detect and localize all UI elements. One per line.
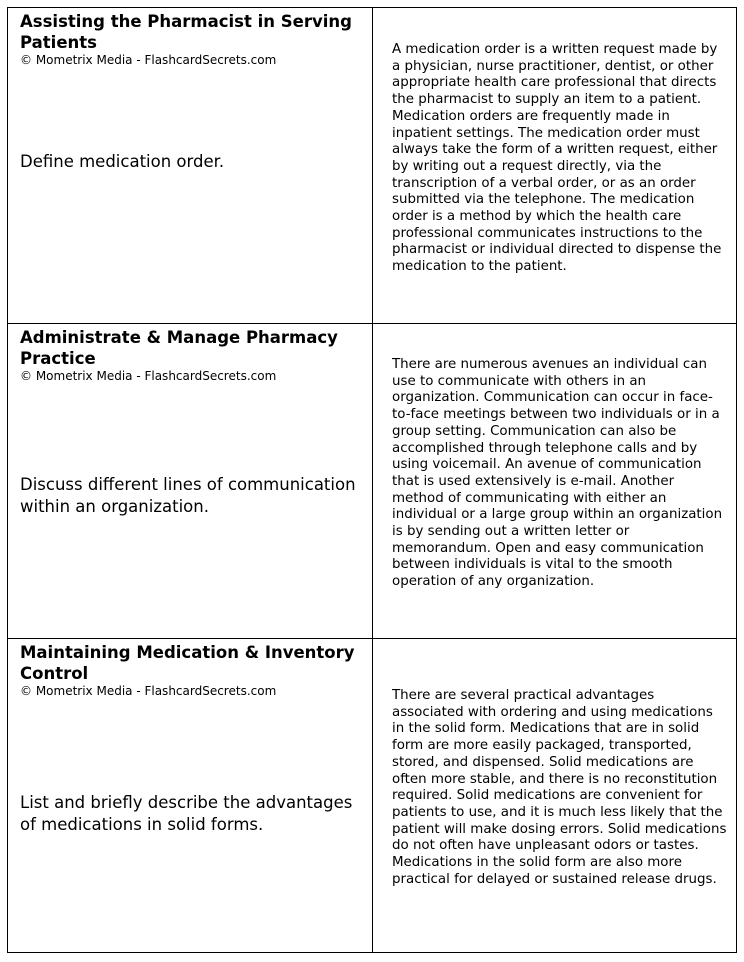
flashcard-row xyxy=(8,8,736,323)
copyright-notice: © Mometrix Media - FlashcardSecrets.com xyxy=(20,53,277,67)
card-answer: A medication order is a written request made by a physician, nurse practitioner, dentist, or other appropriate health care professional that directs the pharmacist to supply an item to a patient. Medication orders are frequently made in inpatient settings. The medication order must always take the form of a written request, either by writing out a request directly, via the transcription of a verbal order, or as an order submitted via the telephone. The medication order is a method by which the health care professional communicates instructions to the pharmacist or individual directed to dispense the medication to the patient. xyxy=(392,42,722,275)
card-answer: There are several practical advantages associated with ordering and using medications in the solid form. Medications that are in solid form are more easily packaged, transported, stored, and dispensed. Solid medications are often more stable, and there is no reconstitution required. Solid medications are convenient for patients to use, and it is much less likely that the patient will make dosing errors. Solid medications do not often have unpleasant odors or tastes. Medications in the solid form are also more practical for delayed or sustained release drugs. xyxy=(392,688,727,887)
copyright-notice: © Mometrix Media - FlashcardSecrets.com xyxy=(20,369,277,383)
card-category: Assisting the Pharmacist in Serving Patients xyxy=(20,12,352,52)
card-question: Define medication order. xyxy=(20,152,225,171)
card-category: Administrate & Manage Pharmacy Practice xyxy=(20,328,338,368)
column-divider xyxy=(372,8,373,323)
column-divider xyxy=(372,639,373,953)
flashcard-row xyxy=(8,323,736,639)
column-divider xyxy=(372,324,373,639)
card-question: Discuss different lines of communication within an organization. xyxy=(20,475,356,516)
flashcard-row xyxy=(8,638,736,953)
card-category: Maintaining Medication & Inventory Control xyxy=(20,643,355,683)
flashcard-grid xyxy=(7,7,737,953)
card-question: List and briefly describe the advantages of medications in solid forms. xyxy=(20,793,353,834)
card-answer: There are numerous avenues an individual can use to communicate with others in an organization. Communication can occur in face-to-face meetings between two individuals or in a group setting. Communication can also be accomplished through telephone calls and by using voicemail. An avenue of communication that is used extensively is e-mail. Another method of communicating with either an individual or a large group within an organization is by sending out a written letter or memorandum. Open and easy communication between individuals is vital to the smooth operation of any organization. xyxy=(392,357,723,590)
copyright-notice: © Mometrix Media - FlashcardSecrets.com xyxy=(20,684,277,698)
